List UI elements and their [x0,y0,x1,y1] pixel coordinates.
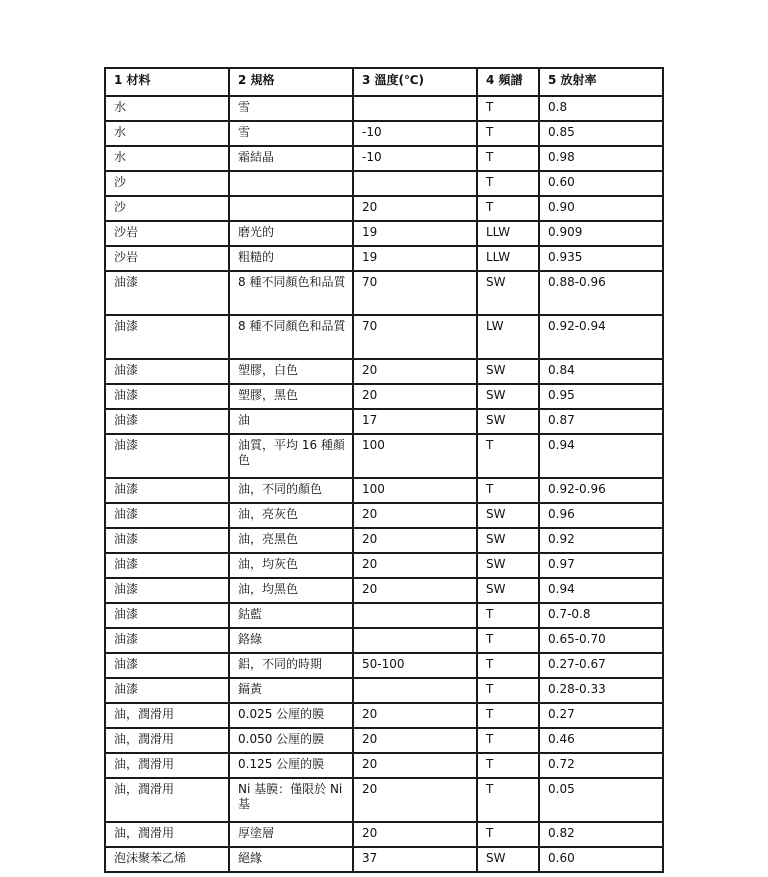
cell-temperature: 20 [353,703,477,728]
cell-spec: 雪 [229,121,353,146]
cell-emissivity: 0.935 [539,246,663,271]
cell-spectrum: SW [477,359,539,384]
cell-emissivity: 0.98 [539,146,663,171]
header-row [105,68,663,96]
table-row [105,384,663,409]
cell-emissivity: 0.94 [539,578,663,603]
cell-emissivity: 0.94 [539,434,663,478]
cell-spectrum: LW [477,315,539,359]
cell-spectrum: T [477,628,539,653]
cell-spec: 8 種不同顏色和品質 [229,271,353,315]
cell-spec [229,196,353,221]
cell-spec: 油，亮黑色 [229,528,353,553]
table-row [105,553,663,578]
table-row [105,728,663,753]
cell-temperature: 20 [353,196,477,221]
cell-spectrum: LLW [477,246,539,271]
cell-material: 油漆 [105,678,229,703]
cell-temperature: 37 [353,847,477,872]
cell-temperature: 20 [353,553,477,578]
cell-spectrum: T [477,196,539,221]
emissivity-table [104,67,664,873]
cell-spectrum: T [477,703,539,728]
cell-temperature: 100 [353,478,477,503]
cell-material: 水 [105,96,229,121]
cell-material: 沙岩 [105,246,229,271]
cell-temperature: 20 [353,503,477,528]
cell-temperature [353,628,477,653]
table-row [105,847,663,872]
cell-emissivity: 0.27-0.67 [539,653,663,678]
cell-spec: 8 種不同顏色和品質 [229,315,353,359]
cell-spec: 粗糙的 [229,246,353,271]
cell-spec: 霜結晶 [229,146,353,171]
cell-emissivity: 0.60 [539,171,663,196]
cell-material: 油漆 [105,628,229,653]
table-row [105,703,663,728]
cell-temperature: 20 [353,384,477,409]
cell-spectrum: T [477,96,539,121]
cell-temperature: 19 [353,246,477,271]
cell-spectrum: T [477,778,539,822]
cell-material: 油漆 [105,359,229,384]
cell-material: 沙岩 [105,221,229,246]
cell-material: 油漆 [105,384,229,409]
cell-material: 油漆 [105,578,229,603]
cell-emissivity: 0.7-0.8 [539,603,663,628]
cell-spectrum: SW [477,578,539,603]
table-row [105,653,663,678]
table-row [105,503,663,528]
cell-temperature: -10 [353,121,477,146]
cell-spec: 鈷藍 [229,603,353,628]
cell-spec: 絕緣 [229,847,353,872]
cell-spec: 鎘黃 [229,678,353,703]
header-spec: 2 規格 [229,68,353,96]
cell-emissivity: 0.92 [539,528,663,553]
cell-spectrum: SW [477,271,539,315]
cell-emissivity: 0.8 [539,96,663,121]
cell-spectrum: T [477,171,539,196]
cell-temperature: 20 [353,778,477,822]
cell-material: 油，潤滑用 [105,753,229,778]
header-spectrum: 4 頻譜 [477,68,539,96]
header-emissivity: 5 放射率 [539,68,663,96]
cell-spec: 油，不同的顏色 [229,478,353,503]
cell-spectrum: SW [477,384,539,409]
cell-material: 油漆 [105,603,229,628]
cell-material: 油漆 [105,409,229,434]
cell-spectrum: SW [477,847,539,872]
table-row [105,121,663,146]
table-row [105,822,663,847]
cell-emissivity: 0.95 [539,384,663,409]
cell-spec: 雪 [229,96,353,121]
cell-temperature: 20 [353,753,477,778]
cell-spec: 0.025 公厘的膜 [229,703,353,728]
table-row [105,271,663,315]
table-row [105,96,663,121]
table-row [105,221,663,246]
cell-material: 泡沫聚苯乙烯 [105,847,229,872]
table-row [105,628,663,653]
cell-temperature: 20 [353,578,477,603]
cell-emissivity: 0.28-0.33 [539,678,663,703]
cell-spec: 油，亮灰色 [229,503,353,528]
table-row [105,778,663,822]
cell-emissivity: 0.85 [539,121,663,146]
cell-temperature: 100 [353,434,477,478]
cell-spectrum: T [477,728,539,753]
cell-spec: 油 [229,409,353,434]
cell-temperature: -10 [353,146,477,171]
table-row [105,753,663,778]
cell-spec: 塑膠，黑色 [229,384,353,409]
cell-material: 油漆 [105,271,229,315]
cell-emissivity: 0.909 [539,221,663,246]
cell-temperature: 50-100 [353,653,477,678]
cell-spectrum: SW [477,503,539,528]
cell-spec: 油，均灰色 [229,553,353,578]
cell-spec: 油，均黑色 [229,578,353,603]
cell-emissivity: 0.97 [539,553,663,578]
cell-temperature [353,678,477,703]
cell-spec: 鉻綠 [229,628,353,653]
cell-emissivity: 0.05 [539,778,663,822]
cell-spectrum: T [477,478,539,503]
cell-emissivity: 0.72 [539,753,663,778]
table-row [105,246,663,271]
cell-emissivity: 0.84 [539,359,663,384]
cell-temperature: 70 [353,315,477,359]
cell-spectrum: T [477,603,539,628]
cell-spectrum: T [477,434,539,478]
cell-emissivity: 0.90 [539,196,663,221]
cell-spec: 鋁，不同的時期 [229,653,353,678]
cell-temperature [353,603,477,628]
cell-spectrum: SW [477,553,539,578]
cell-emissivity: 0.87 [539,409,663,434]
cell-spec: Ni 基膜：僅限於 Ni 基 [229,778,353,822]
table-row [105,603,663,628]
cell-spec: 油質，平均 16 種顏色 [229,434,353,478]
cell-emissivity: 0.82 [539,822,663,847]
cell-temperature: 20 [353,528,477,553]
cell-material: 油漆 [105,653,229,678]
cell-spectrum: T [477,146,539,171]
cell-spec [229,171,353,196]
cell-material: 沙 [105,196,229,221]
cell-material: 油，潤滑用 [105,778,229,822]
cell-material: 油漆 [105,315,229,359]
header-temperature: 3 溫度(℃) [353,68,477,96]
cell-spec: 厚塗層 [229,822,353,847]
cell-emissivity: 0.60 [539,847,663,872]
cell-temperature: 20 [353,822,477,847]
cell-temperature: 20 [353,728,477,753]
table-row [105,146,663,171]
table-header [105,68,663,96]
cell-material: 水 [105,146,229,171]
cell-material: 油漆 [105,434,229,478]
cell-spectrum: T [477,653,539,678]
cell-emissivity: 0.46 [539,728,663,753]
cell-emissivity: 0.96 [539,503,663,528]
table-row [105,315,663,359]
cell-material: 油，潤滑用 [105,703,229,728]
cell-emissivity: 0.88-0.96 [539,271,663,315]
table-row [105,359,663,384]
cell-material: 油漆 [105,503,229,528]
cell-spectrum: T [477,678,539,703]
table-row [105,171,663,196]
cell-material: 油漆 [105,528,229,553]
cell-temperature [353,96,477,121]
cell-material: 水 [105,121,229,146]
cell-spectrum: SW [477,528,539,553]
cell-material: 油漆 [105,553,229,578]
table-row [105,409,663,434]
cell-material: 油，潤滑用 [105,728,229,753]
cell-temperature: 70 [353,271,477,315]
cell-emissivity: 0.27 [539,703,663,728]
header-material: 1 材料 [105,68,229,96]
cell-temperature: 19 [353,221,477,246]
cell-temperature: 17 [353,409,477,434]
cell-spec: 磨光的 [229,221,353,246]
cell-emissivity: 0.65-0.70 [539,628,663,653]
cell-emissivity: 0.92-0.94 [539,315,663,359]
cell-spectrum: SW [477,409,539,434]
table-row [105,196,663,221]
table-row [105,478,663,503]
cell-temperature: 20 [353,359,477,384]
cell-temperature [353,171,477,196]
cell-material: 油漆 [105,478,229,503]
cell-spec: 0.125 公厘的膜 [229,753,353,778]
table-row [105,678,663,703]
table-row [105,578,663,603]
cell-spectrum: T [477,753,539,778]
cell-spectrum: T [477,822,539,847]
cell-spec: 0.050 公厘的膜 [229,728,353,753]
cell-material: 油，潤滑用 [105,822,229,847]
cell-spec: 塑膠，白色 [229,359,353,384]
table-body [105,96,663,872]
table-row [105,434,663,478]
table-row [105,528,663,553]
cell-spectrum: T [477,121,539,146]
cell-emissivity: 0.92-0.96 [539,478,663,503]
cell-spectrum: LLW [477,221,539,246]
cell-material: 沙 [105,171,229,196]
